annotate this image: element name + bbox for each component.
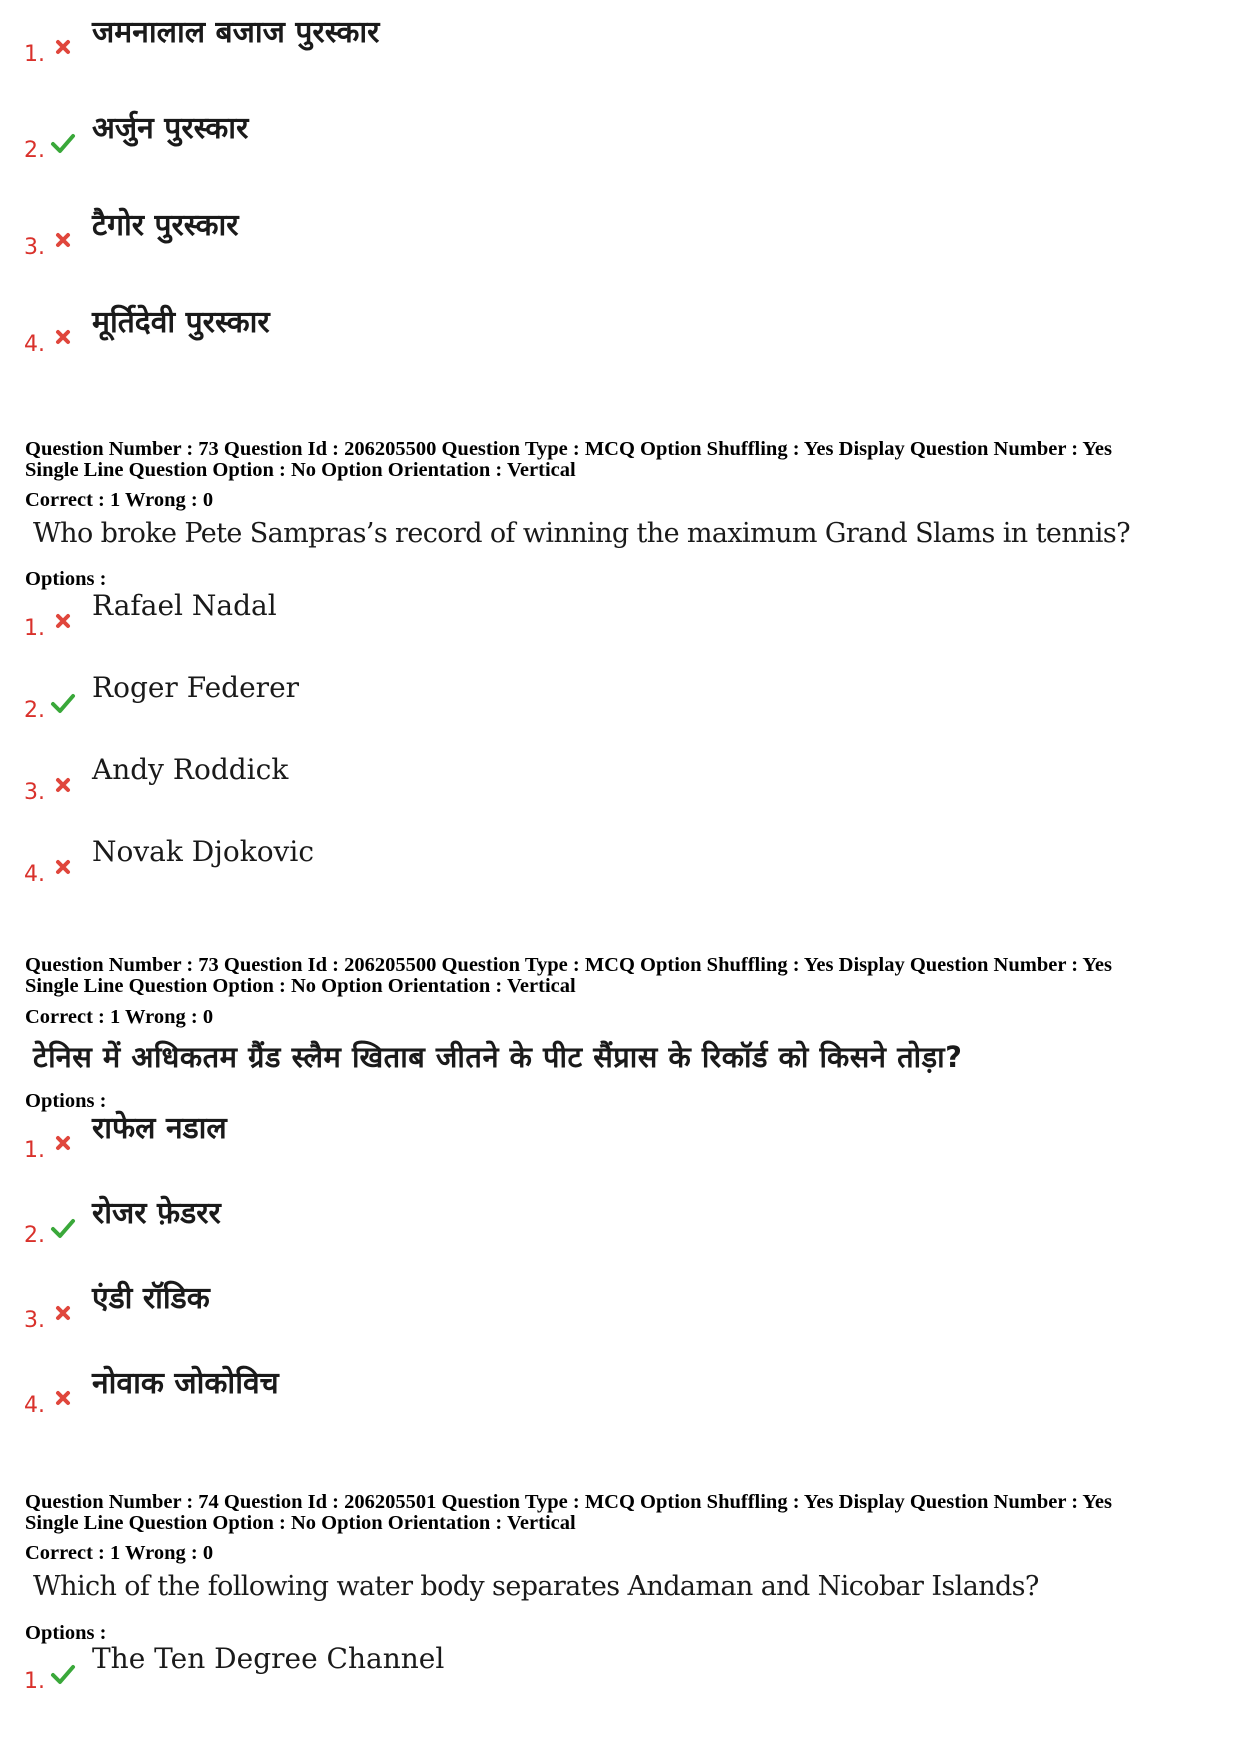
cross-icon xyxy=(50,324,76,350)
option-number: 2. xyxy=(24,1223,45,1248)
option-number: 1. xyxy=(24,616,45,641)
option-text: Novak Djokovic xyxy=(92,835,315,868)
option-text: The Ten Degree Channel xyxy=(92,1642,445,1675)
option-item xyxy=(24,305,270,358)
cross-icon xyxy=(50,772,76,798)
option-item xyxy=(24,589,277,642)
question-score: Correct : 1 Wrong : 0 xyxy=(25,1542,214,1564)
option-item xyxy=(24,1111,227,1164)
option-text: रोजर फ़ेडरर xyxy=(92,1196,221,1231)
question-meta xyxy=(25,1492,1112,1534)
option-text: Andy Roddick xyxy=(92,753,289,786)
option-number: 1. xyxy=(24,1669,45,1694)
option-text: एंडी रॉडिक xyxy=(92,1281,210,1316)
option-number: 3. xyxy=(24,780,45,805)
option-item xyxy=(24,1642,445,1695)
option-item xyxy=(24,208,239,261)
option-item xyxy=(24,1281,210,1334)
question-score: Correct : 1 Wrong : 0 xyxy=(25,489,214,511)
option-text: जमनालाल बजाज पुरस्कार xyxy=(92,15,380,50)
cross-icon xyxy=(50,608,76,634)
option-text: Rafael Nadal xyxy=(92,589,277,622)
option-item xyxy=(24,671,300,724)
option-item xyxy=(24,1366,279,1419)
option-number: 3. xyxy=(24,1308,45,1333)
option-number: 1. xyxy=(24,42,45,67)
cross-icon xyxy=(50,854,76,880)
option-item xyxy=(24,111,249,164)
option-item xyxy=(24,15,380,68)
option-number: 4. xyxy=(24,862,45,887)
cross-icon xyxy=(50,1300,76,1326)
cross-icon xyxy=(50,34,76,60)
options-label: Options : xyxy=(25,1622,107,1644)
option-text: मूर्तिदेवी पुरस्कार xyxy=(92,305,270,340)
cross-icon xyxy=(50,1385,76,1411)
question-meta-line: Question Number : 73 Question Id : 206205500 Question Type : MCQ Option Shuffling : Yes Display Question Number : Yes xyxy=(25,954,1112,976)
option-text: राफेल नडाल xyxy=(92,1111,227,1146)
question-text: Who broke Pete Sampras’s record of winning the maximum Grand Slams in tennis? xyxy=(33,518,1130,549)
question-meta-line: Question Number : 74 Question Id : 206205501 Question Type : MCQ Option Shuffling : Yes Display Question Number : Yes xyxy=(25,1491,1112,1513)
question-score: Correct : 1 Wrong : 0 xyxy=(25,1006,214,1028)
question-meta xyxy=(25,439,1112,481)
question-meta-line: Single Line Question Option : No Option Orientation : Vertical xyxy=(25,975,576,997)
question-meta-line: Single Line Question Option : No Option Orientation : Vertical xyxy=(25,459,576,481)
cross-icon xyxy=(50,1130,76,1156)
option-text: नोवाक जोकोविच xyxy=(92,1366,279,1401)
option-number: 2. xyxy=(24,138,45,163)
question-text: Which of the following water body separates Andaman and Nicobar Islands? xyxy=(33,1571,1039,1602)
check-icon xyxy=(50,1215,76,1241)
option-item xyxy=(24,753,289,806)
option-number: 4. xyxy=(24,1393,45,1418)
check-icon xyxy=(50,1661,76,1687)
option-number: 3. xyxy=(24,235,45,260)
options-label: Options : xyxy=(25,1090,107,1112)
option-text: टैगोर पुरस्कार xyxy=(92,208,239,243)
question-meta-line: Single Line Question Option : No Option Orientation : Vertical xyxy=(25,1512,576,1534)
question-text: टेनिस में अधिकतम ग्रैंड स्लैम खिताब जीतने के पीट सैंप्रास के रिकॉर्ड को किसने तोड़ा? xyxy=(33,1040,963,1074)
option-item xyxy=(24,1196,221,1249)
option-text: अर्जुन पुरस्कार xyxy=(92,111,249,146)
option-item xyxy=(24,835,315,888)
option-number: 4. xyxy=(24,332,45,357)
check-icon xyxy=(50,130,76,156)
question-meta-line: Question Number : 73 Question Id : 206205500 Question Type : MCQ Option Shuffling : Yes Display Question Number : Yes xyxy=(25,438,1112,460)
option-number: 2. xyxy=(24,698,45,723)
option-text: Roger Federer xyxy=(92,671,300,704)
option-number: 1. xyxy=(24,1138,45,1163)
options-label: Options : xyxy=(25,568,107,590)
check-icon xyxy=(50,690,76,716)
cross-icon xyxy=(50,227,76,253)
question-meta xyxy=(25,955,1112,997)
